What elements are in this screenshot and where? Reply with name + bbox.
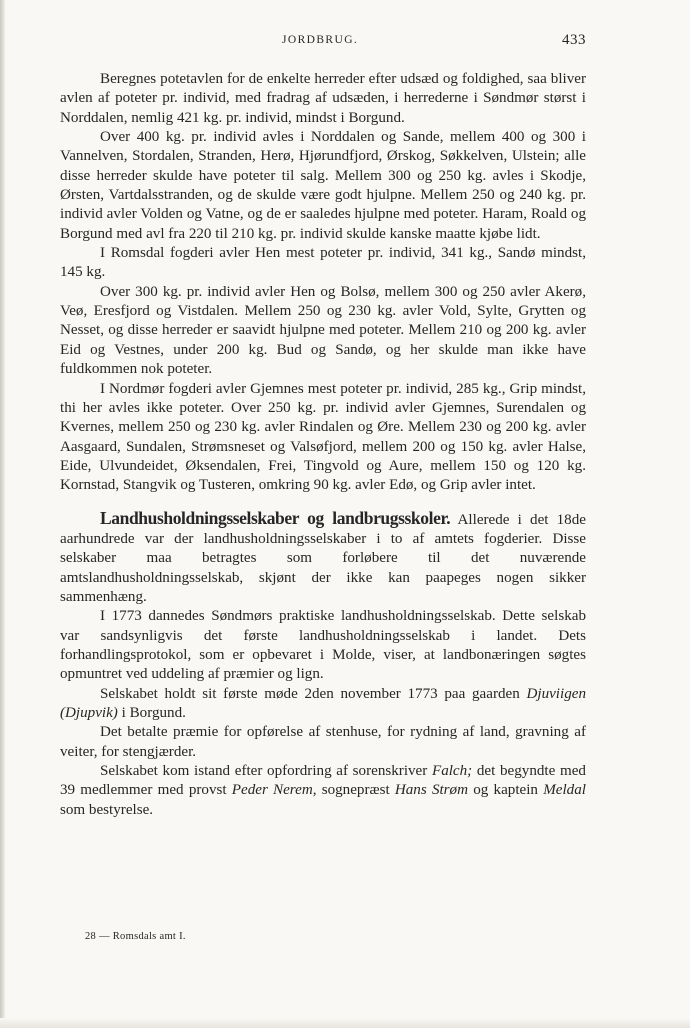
paragraph-premiums: Det betalte præmie for opførelse af stenhuse, for rydning af land, gravning af veiter, for stengjærder. (60, 724, 586, 760)
first-meeting-text: Selskabet holdt sit første møde 2den november 1773 paa gaarden (100, 685, 520, 702)
paragraph-romsdal-intro: I Romsdal fogderi avler Hen mest poteter pr. individ, 341 kg., Sandø mindst, 145 kg. (60, 245, 586, 281)
body-text (60, 70, 586, 820)
page-number: 433 (562, 32, 586, 48)
founding-text-2: det begyndte med 39 medlemmer med provst (60, 763, 586, 799)
founding-text-1: Selskabet kom istand efter opfordring af sorenskriver (100, 763, 428, 780)
page-bottom-edge (0, 1018, 690, 1028)
paragraph-founding (60, 762, 586, 820)
paragraph-potato-yield-sondmor: Beregnes potetavlen for de enkelte herreder efter udsæd og foldighed, saa bliver avlen af poteter pr. individ, med fradrag af udsæden, i herrederne i Søndmør størst i Norddalen, nemlig 421 kg. pr. individ, mindst i Borgund. (60, 71, 586, 126)
paragraph-romsdal-districts: Over 300 kg. pr. individ avler Hen og Bolsø, mellem 300 og 250 avler Akerø, Veø, Eresfjord og Vistdalen. Mellem 250 og 230 kg. avler Vold, Sylte, Grytten og Nesset, og disse herreder er saavidt hjulpne med poteter. Mellem 210 og 200 kg. avler Eid og Vestnes, under 200 kg. Bud og Sandø, og her skulde man ikke have fuldkommen nok poteter. (60, 283, 586, 378)
farm-name: Djuviigen (Djupvik) (60, 685, 586, 721)
founding-text-4: og kaptein (473, 782, 538, 799)
paragraph-nordmor-districts: I Nordmør fogderi avler Gjemnes mest poteter pr. individ, 285 kg., Grip mindst, thi her avles ikke poteter. Over 250 kg. pr. individ avler Gjemnes, Surendalen og Kvernes, mellem 250 og 230 kg. avler Rindalen og Øre. Mellem 230 og 200 kg. avler Aasgaard, Sundalen, Strømsneset og Valsøfjord, mellem 200 og 150 kg. avler Halse, Eide, Ulvundeidet, Øksendalen, Frei, Tingvold og Aure, mellem 150 og 120 kg. Kornstad, Stangvik og Tusteren, omkring 90 kg. avler Edø, og Grip avler intet. (60, 380, 586, 494)
section-heading: Landhusholdningsselskaber og landbrugsskoler. (100, 507, 451, 528)
first-meeting-place: i Borgund. (121, 705, 186, 721)
page-binding-edge (0, 0, 5, 1028)
person-peder-nerem: Peder Nerem, (231, 782, 317, 799)
paragraph-first-meeting (60, 685, 586, 724)
running-head (60, 34, 586, 50)
paragraph-sondmor-society: I 1773 dannedes Søndmørs praktiske landhusholdningsselskab. Dette selskab var sandsynligvis det første landhusholdningsselskab i landet. Dets forhandlingsprotokol, som er opbevaret i Molde, viser, at landbonæringen søgtes opmuntret ved uddeling af præmier og lign. (60, 608, 586, 683)
signature-line: 28 — Romsdals amt I. (85, 931, 186, 942)
person-falch: Falch; (431, 763, 473, 780)
person-hans-strom: Hans Strøm (394, 782, 469, 799)
societies-intro-text: Allerede i det 18de aarhundrede var der landhusholdningsselskaber i to af amtets fogderier. Disse selskaber maa betragtes som forløbere til det nuværende amtslandhusholdningsselskab, skjønt der ikke kan paapeges nogen sikker sammenhæng. (60, 511, 586, 605)
paragraph-societies-intro (60, 509, 586, 608)
paragraph-sondmor-districts: Over 400 kg. pr. individ avles i Norddalen og Sande, mellem 400 og 300 i Vannelven, Stordalen, Stranden, Herø, Hjørundfjord, Ørskog, Søkkelven, Ulstein; alle disse herreder skulde have poteter til salg. Mellem 300 og 250 kg. avles i Skodje, Ørsten, Vartdalsstranden, og de skulde være godt hjulpne. Mellem 250 og 240 kg. pr. individ avler Volden og Vatne, og de er saaledes hjulpne med poteter. Haram, Roald og Borgund med avl fra 220 til 210 kg. pr. individ skulde kanske maatte kjøbe lidt. (60, 129, 586, 242)
running-head-title: JORDBRUG. (282, 34, 359, 46)
founding-text-5: som bestyrelse. (60, 801, 154, 818)
founding-text-3: sognepræst (321, 782, 390, 799)
person-meldal: Meldal (543, 782, 586, 799)
